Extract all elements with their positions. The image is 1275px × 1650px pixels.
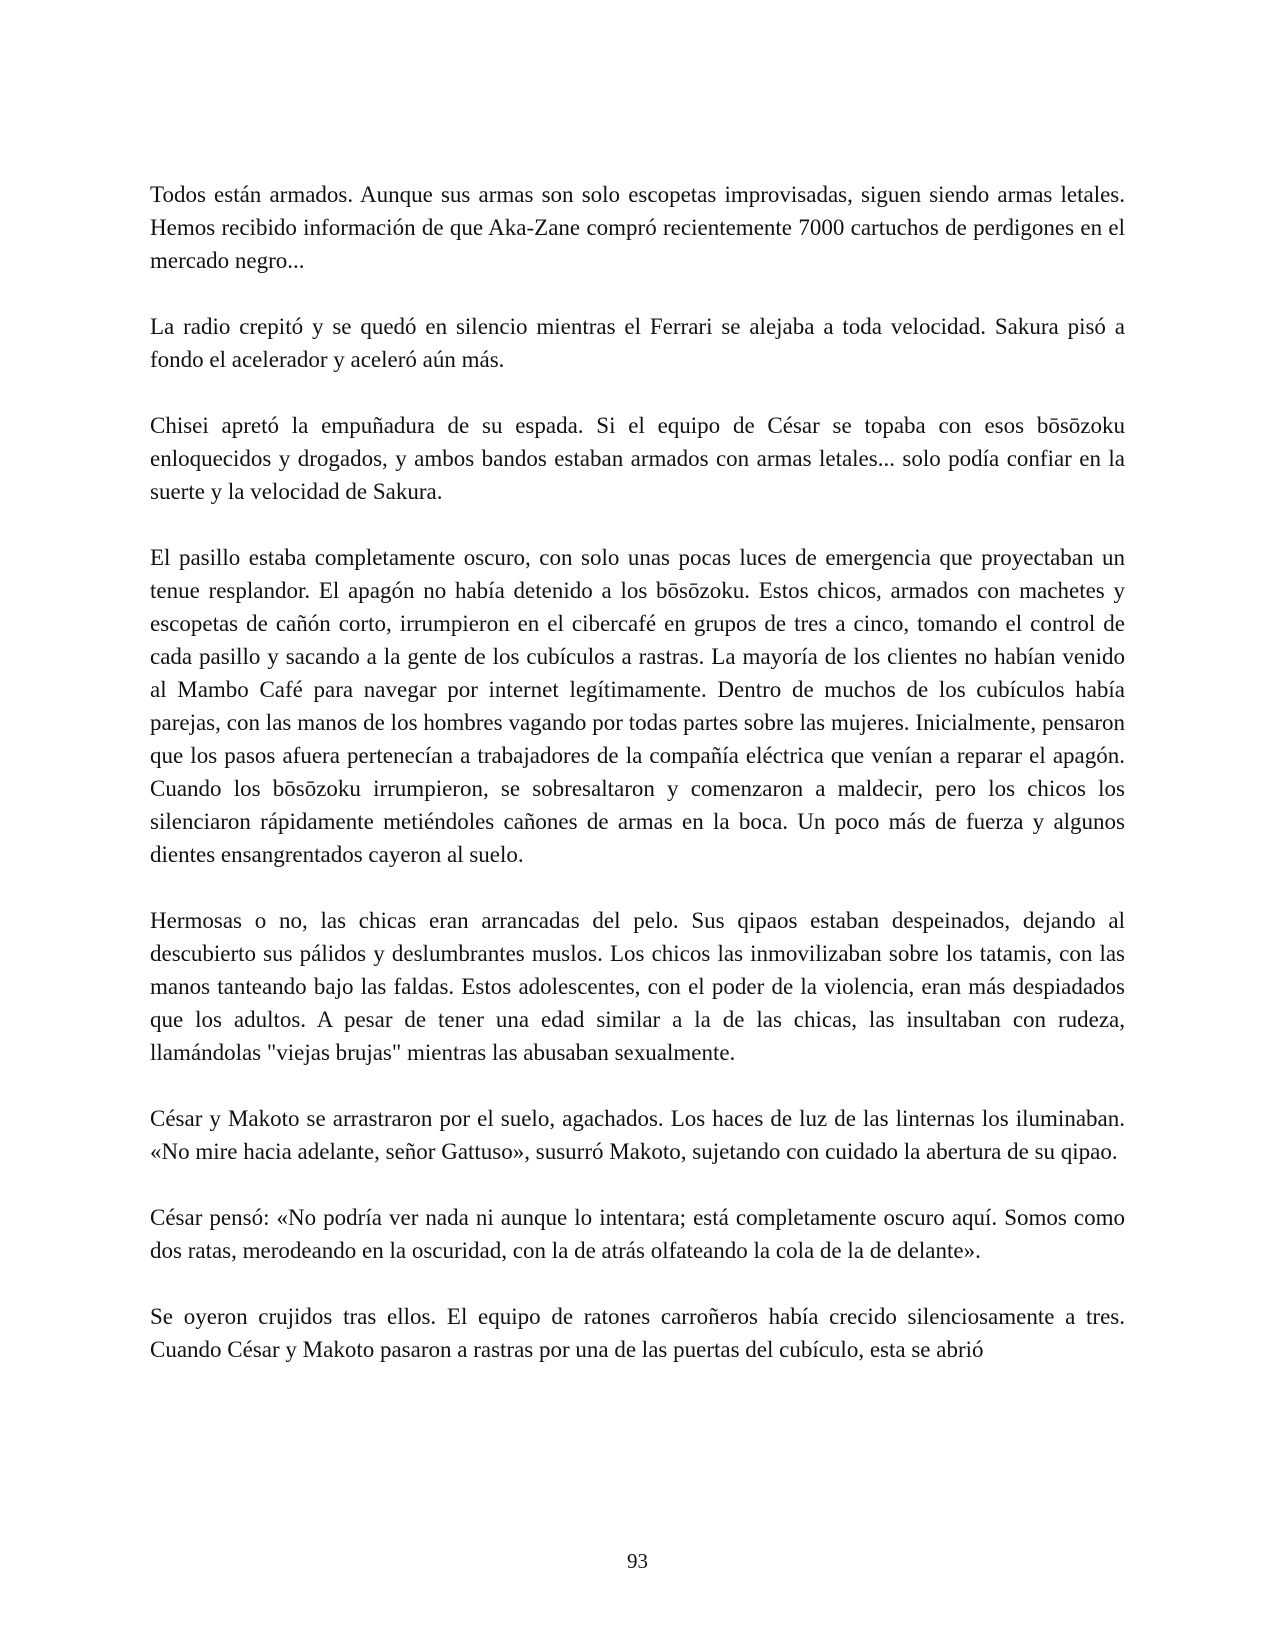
paragraph-6: César y Makoto se arrastraron por el suelo, agachados. Los haces de luz de las linternas los iluminaban. «No mire hacia adelante, señor Gattuso», susurró Makoto, sujetando con cuidado la abertura de su qipao. [150, 1106, 1125, 1164]
paragraph-7: César pensó: «No podría ver nada ni aunque lo intentara; está completamente oscuro aquí. Somos como dos ratas, merodeando en la oscuridad, con la de atrás olfateando la cola de la de delante». [150, 1205, 1125, 1263]
page-number: 93 [627, 1549, 648, 1573]
paragraph-8: Se oyeron crujidos tras ellos. El equipo de ratones carroñeros había crecido silenciosamente a tres. Cuando César y Makoto pasaron a rastras por una de las puertas del cubículo, esta se abrió [150, 1304, 1125, 1362]
paragraph-2: La radio crepitó y se quedó en silencio mientras el Ferrari se alejaba a toda velocidad. Sakura pisó a fondo el acelerador y aceleró aún más. [150, 314, 1125, 372]
paragraph-4: El pasillo estaba completamente oscuro, con solo unas pocas luces de emergencia que proyectaban un tenue resplandor. El apagón no había detenido a los bōsōzoku. Estos chicos, armados con machetes y escopetas de cañón corto, irrumpieron en el cibercafé en grupos de tres a cinco, tomando el control de cada pasillo y sacando a la gente de los cubículos a rastras. La mayoría de los clientes no habían venido al Mambo Café para navegar por internet legítimamente. Dentro de muchos de los cubículos había parejas, con las manos de los hombres vagando por todas partes sobre las mujeres. Inicialmente, pensaron que los pasos afuera pertenecían a trabajadores de la compañía eléctrica que venían a reparar el apagón. Cuando los bōsōzoku irrumpieron, se sobresaltaron y comenzaron a maldecir, pero los chicos los silenciaron rápidamente metiéndoles cañones de armas en la boca. Un poco más de fuerza y algunos dientes ensangrentados cayeron al suelo. [150, 545, 1125, 867]
paragraph-3: Chisei apretó la empuñadura de su espada. Si el equipo de César se topaba con esos bōsōzoku enloquecidos y drogados, y ambos bandos estaban armados con armas letales... solo podía confiar en la suerte y la velocidad de Sakura. [150, 413, 1125, 504]
paragraph-1: Todos están armados. Aunque sus armas son solo escopetas improvisadas, siguen siendo armas letales. Hemos recibido información de que Aka-Zane compró recientemente 7000 cartuchos de perdigones en el mercado negro... [150, 182, 1125, 273]
body-text [150, 178, 1125, 1366]
paragraph-5: Hermosas o no, las chicas eran arrancadas del pelo. Sus qipaos estaban despeinados, dejando al descubierto sus pálidos y deslumbrantes muslos. Los chicos las inmovilizaban sobre los tatamis, con las manos tanteando bajo las faldas. Estos adolescentes, con el poder de la violencia, eran más despiadados que los adultos. A pesar de tener una edad similar a la de las chicas, las insultaban con rudeza, llamándolas "viejas brujas" mientras las abusaban sexualmente. [150, 908, 1125, 1065]
